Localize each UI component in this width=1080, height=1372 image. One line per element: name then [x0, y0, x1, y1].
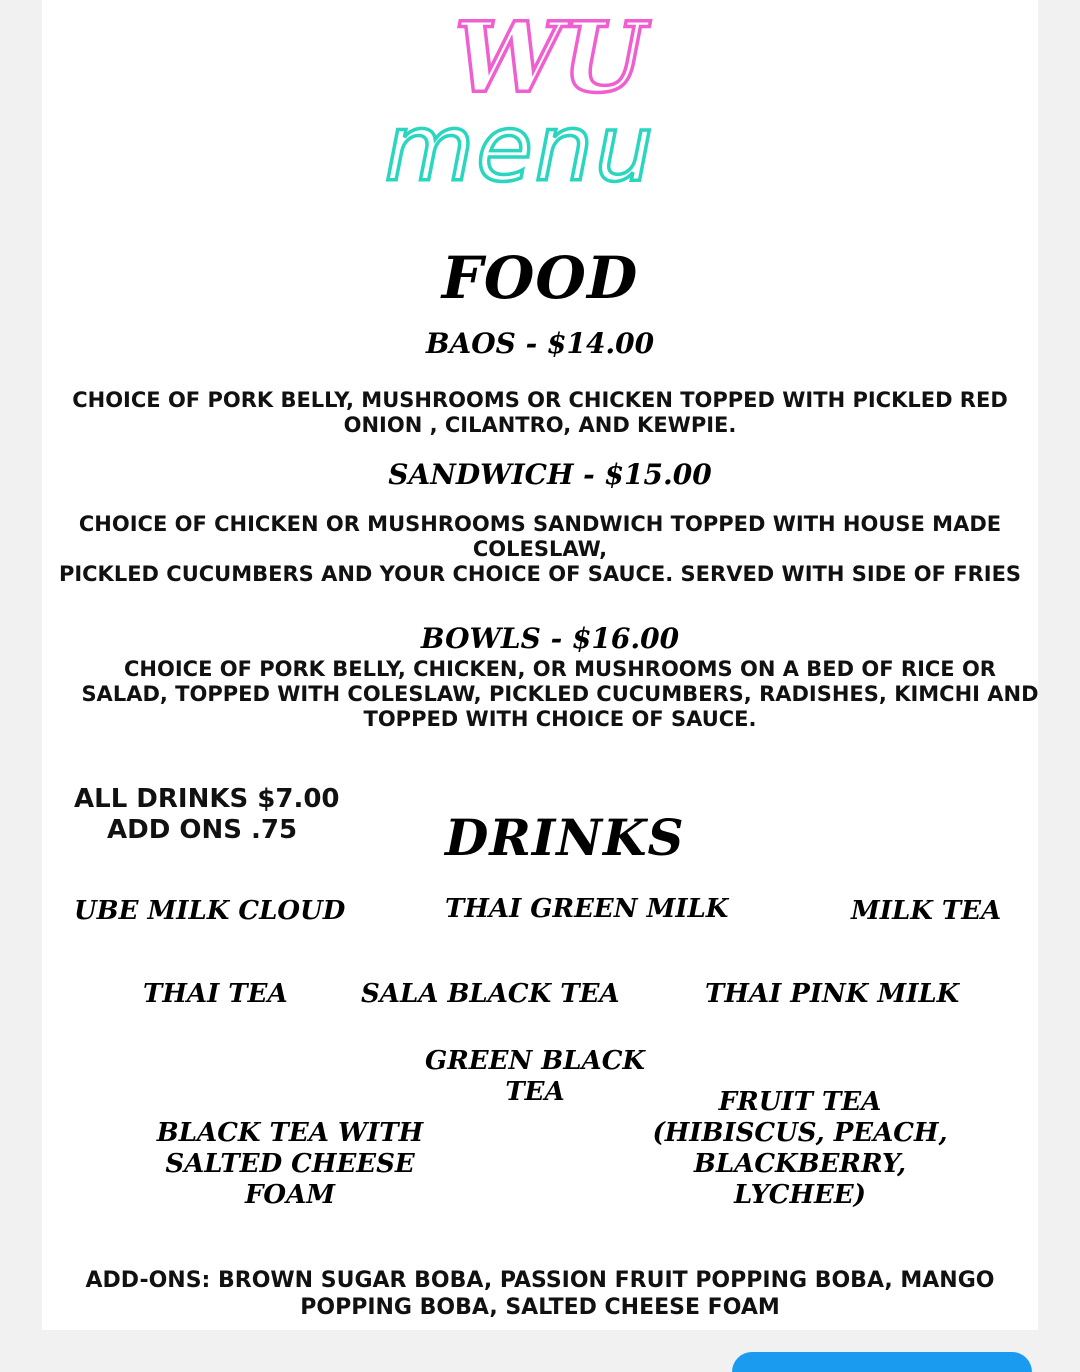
logo-menu-text: menu: [384, 100, 656, 202]
drink-black-tea-salted-cheese-foam: [130, 1118, 450, 1211]
sandwich-description: [40, 512, 1040, 587]
drink-line: BLACKBERRY,: [693, 1149, 907, 1179]
food-heading: FOOD: [441, 244, 639, 312]
drink-line: FRUIT TEA: [718, 1087, 882, 1117]
drink-line: TEA: [505, 1077, 565, 1107]
logo-wu-text: WU: [454, 6, 646, 114]
addons-footer: [40, 1267, 1040, 1321]
footer-line: ADD-ONS: BROWN SUGAR BOBA, PASSION FRUIT POPPING BOBA, MANGO: [85, 1268, 995, 1293]
drink-sala-black-tea: SALA BLACK TEA: [361, 979, 620, 1009]
desc-line: COLESLAW,: [472, 537, 608, 561]
drink-line: BLACK TEA WITH: [156, 1118, 424, 1148]
drink-line: LYCHEE): [734, 1180, 866, 1210]
desc-line: TOPPED WITH CHOICE OF SAUCE.: [363, 707, 757, 731]
drink-line: (HIBISCUS, PEACH,: [652, 1118, 948, 1148]
addons-price-note: ADD ONS .75: [107, 815, 298, 845]
drink-line: GREEN BLACK: [425, 1046, 645, 1076]
desc-line: SALAD, TOPPED WITH COLESLAW, PICKLED CUCUMBERS, RADISHES, KIMCHI AND: [81, 682, 1039, 706]
baos-title: BAOS - $14.00: [425, 327, 655, 360]
menu-logo: [370, 100, 670, 210]
sandwich-title: SANDWICH - $15.00: [388, 458, 712, 491]
baos-description: [40, 388, 1040, 438]
footer-line: POPPING BOBA, SALTED CHEESE FOAM: [300, 1295, 780, 1320]
bowls-description: [40, 657, 1080, 732]
drink-thai-pink-milk: THAI PINK MILK: [705, 979, 960, 1009]
bowls-title: BOWLS - $16.00: [420, 622, 680, 655]
desc-line: CHOICE OF PORK BELLY, MUSHROOMS OR CHICKEN TOPPED WITH PICKLED RED: [72, 388, 1008, 412]
drink-milk-tea: MILK TEA: [851, 896, 1002, 926]
desc-line: CHOICE OF PORK BELLY, CHICKEN, OR MUSHROOMS ON A BED OF RICE OR: [124, 657, 996, 681]
desc-line: ONION , CILANTRO, AND KEWPIE.: [343, 413, 737, 437]
drink-thai-green-milk: THAI GREEN MILK: [445, 894, 729, 924]
drink-fruit-tea: [630, 1087, 970, 1211]
drink-line: SALTED CHEESE: [165, 1149, 415, 1179]
drinks-price-note: ALL DRINKS $7.00: [74, 784, 340, 814]
desc-line: CHOICE OF CHICKEN OR MUSHROOMS SANDWICH TOPPED WITH HOUSE MADE: [78, 512, 1002, 536]
drink-thai-tea: THAI TEA: [143, 979, 288, 1009]
drinks-heading: DRINKS: [445, 808, 685, 867]
desc-line: PICKLED CUCUMBERS AND YOUR CHOICE OF SAUCE. SERVED WITH SIDE OF FRIES: [58, 562, 1022, 586]
drink-ube-milk-cloud: UBE MILK CLOUD: [74, 896, 346, 926]
drink-line: FOAM: [244, 1180, 336, 1210]
bottom-action-button[interactable]: [732, 1352, 1032, 1372]
